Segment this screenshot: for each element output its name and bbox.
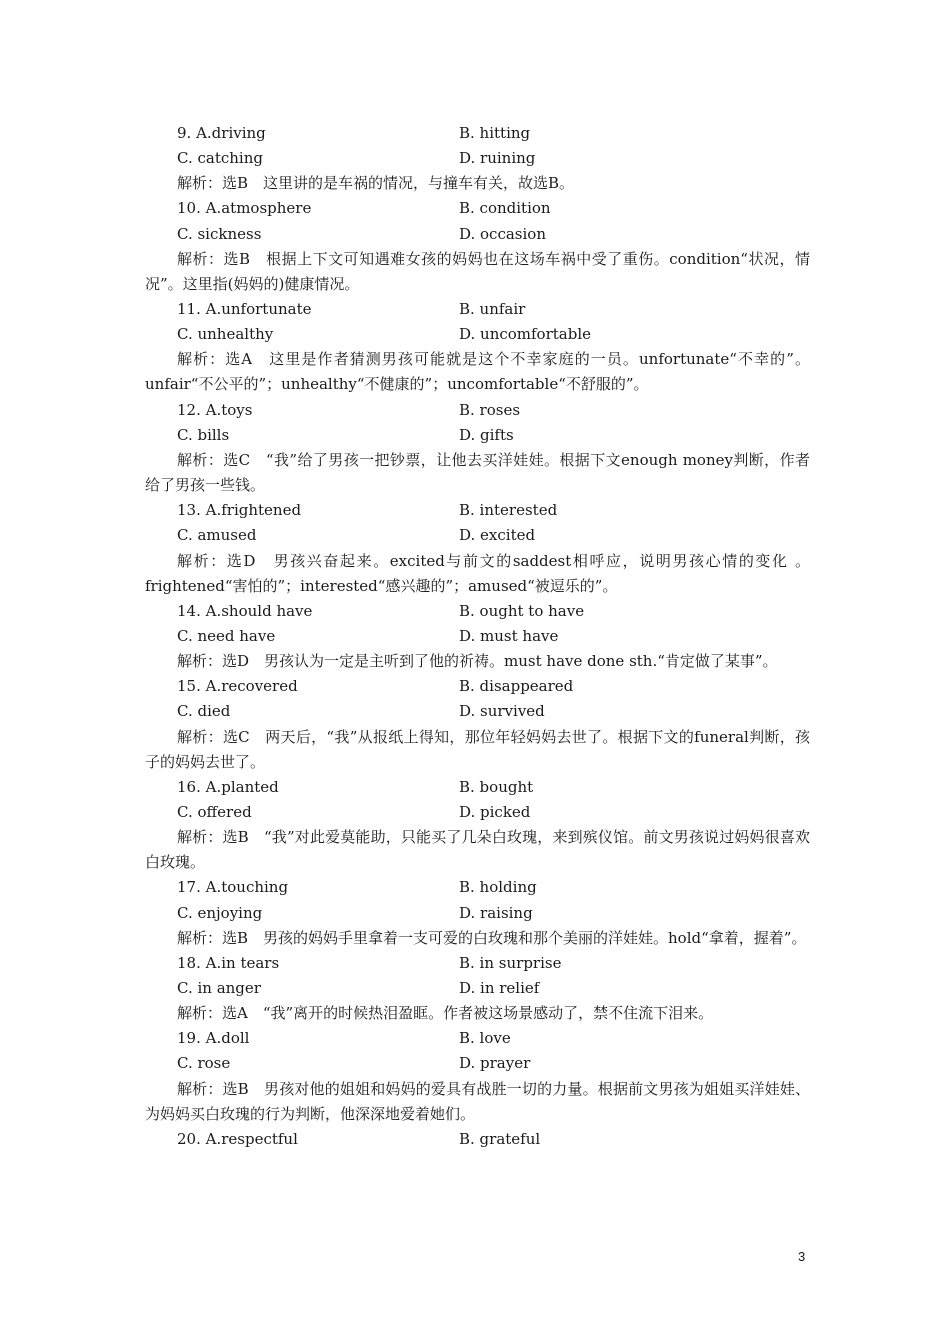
explanation: 解析：选D 男孩认为一定是主听到了他的祈祷。must have done sth.“肯定做了某事”。 — [177, 652, 778, 671]
option-c: C. sickness — [177, 224, 262, 243]
option-b: B. unfair — [459, 300, 526, 319]
option-a: 9. A.driving — [177, 124, 266, 142]
options-row — [145, 901, 810, 926]
option-b: B. love — [459, 1029, 511, 1048]
options-row — [145, 1051, 810, 1076]
options-row — [145, 1127, 810, 1152]
question-list — [145, 121, 810, 1152]
option-d: D. uncomfortable — [459, 325, 592, 344]
option-c: C. died — [177, 702, 231, 721]
explanation: 解析：选C 两天后，“我”从报纸上得知，那位年轻妈妈去世了。根据下文的funeral判断，孩子的妈妈去世了。 — [145, 727, 810, 771]
option-b: B. ought to have — [459, 601, 585, 620]
options-row — [145, 674, 810, 699]
options-row — [145, 976, 810, 1001]
explanation: 解析：选A “我”离开的时候热泪盈眶。作者被这场景感动了，禁不住流下泪来。 — [177, 1004, 714, 1023]
option-d: D. prayer — [459, 1054, 531, 1073]
option-d: D. must have — [459, 626, 559, 645]
option-d: D. excited — [459, 526, 536, 545]
option-b: B. holding — [459, 878, 537, 897]
explanation: 解析：选D 男孩兴奋起来。excited与前文的saddest相呼应，说明男孩心情的变化 。frightened“害怕的”；interested“感兴趣的”；amused“被逗乐的”。 — [145, 551, 810, 595]
option-b: B. bought — [459, 777, 534, 796]
option-b: B. interested — [459, 501, 558, 520]
options-row — [145, 297, 810, 322]
explanation: 解析：选B 男孩的妈妈手里拿着一支可爱的白玫瑰和那个美丽的洋娃娃。hold“拿着，握着”。 — [177, 928, 807, 947]
options-row — [145, 699, 810, 724]
options-row — [145, 146, 810, 171]
options-row — [145, 951, 810, 976]
page-number: 3 — [798, 1249, 806, 1264]
option-a: 12. A.toys — [177, 400, 253, 419]
option-c: C. amused — [177, 526, 257, 545]
option-c: C. bills — [177, 425, 230, 444]
option-c: C. offered — [177, 802, 252, 821]
option-c: C. enjoying — [177, 903, 263, 922]
option-c: C. need have — [177, 626, 276, 645]
options-row — [145, 875, 810, 900]
explanation: 解析：选B 根据上下文可知遇难女孩的妈妈也在这场车祸中受了重伤。condition“状况，情况”。这里指(妈妈的)健康情况。 — [145, 249, 810, 293]
option-a: 20. A.respectful — [177, 1129, 298, 1148]
option-d: D. ruining — [459, 149, 536, 168]
option-a: 17. A.touching — [177, 878, 289, 897]
options-row — [145, 498, 810, 523]
option-b: B. in surprise — [459, 953, 562, 972]
option-d: D. occasion — [459, 224, 546, 243]
explanation: 解析：选B 男孩对他的姐姐和妈妈的爱具有战胜一切的力量。根据前文男孩为姐姐买洋娃娃、为妈妈买白玫瑰的行为判断，他深深地爱着她们。 — [145, 1079, 810, 1123]
explanation: 解析：选B “我”对此爱莫能助，只能买了几朵白玫瑰，来到殡仪馆。前文男孩说过妈妈很喜欢白玫瑰。 — [145, 828, 810, 872]
option-d: D. in relief — [459, 979, 540, 998]
options-row — [145, 423, 810, 448]
option-d: D. survived — [459, 702, 545, 721]
option-b: B. condition — [459, 199, 551, 218]
option-b: B. disappeared — [459, 677, 574, 696]
options-row — [145, 398, 810, 423]
options-row — [145, 599, 810, 624]
option-a: 13. A.frightened — [177, 501, 302, 520]
option-a: 18. A.in tears — [177, 953, 280, 972]
option-d: D. picked — [459, 802, 531, 821]
option-a: 11. A.unfortunate — [177, 300, 312, 319]
options-row — [145, 523, 810, 548]
options-row — [145, 1026, 810, 1051]
explanation: 解析：选B 这里讲的是车祸的情况，与撞车有关，故选B。 — [177, 174, 575, 193]
option-a: 14. A.should have — [177, 601, 313, 620]
options-row — [145, 800, 810, 825]
explanation: 解析：选A 这里是作者猜测男孩可能就是这个不幸家庭的一员。unfortunate“不幸的”。unfair“不公平的”；unhealthy“不健康的”；uncomfortable“不舒服的”。 — [145, 350, 810, 394]
option-d: D. gifts — [459, 425, 514, 444]
option-a: 16. A.planted — [177, 777, 279, 796]
option-a: 15. A.recovered — [177, 677, 298, 696]
option-c: C. unhealthy — [177, 325, 274, 344]
option-b: B. grateful — [459, 1129, 541, 1148]
options-row — [145, 775, 810, 800]
options-row — [145, 624, 810, 649]
options-row — [145, 322, 810, 347]
option-d: D. raising — [459, 903, 533, 922]
option-a: 19. A.doll — [177, 1029, 250, 1048]
options-row — [145, 222, 810, 247]
option-c: C. rose — [177, 1054, 231, 1073]
options-row — [145, 196, 810, 221]
option-a: 10. A.atmosphere — [177, 199, 312, 218]
options-row — [145, 121, 810, 146]
option-b: B. hitting — [459, 124, 531, 142]
option-c: C. catching — [177, 149, 263, 168]
option-c: C. in anger — [177, 979, 261, 998]
explanation: 解析：选C “我”给了男孩一把钞票，让他去买洋娃娃。根据下文enough money判断，作者给了男孩一些钱。 — [145, 450, 810, 495]
option-b: B. roses — [459, 400, 521, 419]
